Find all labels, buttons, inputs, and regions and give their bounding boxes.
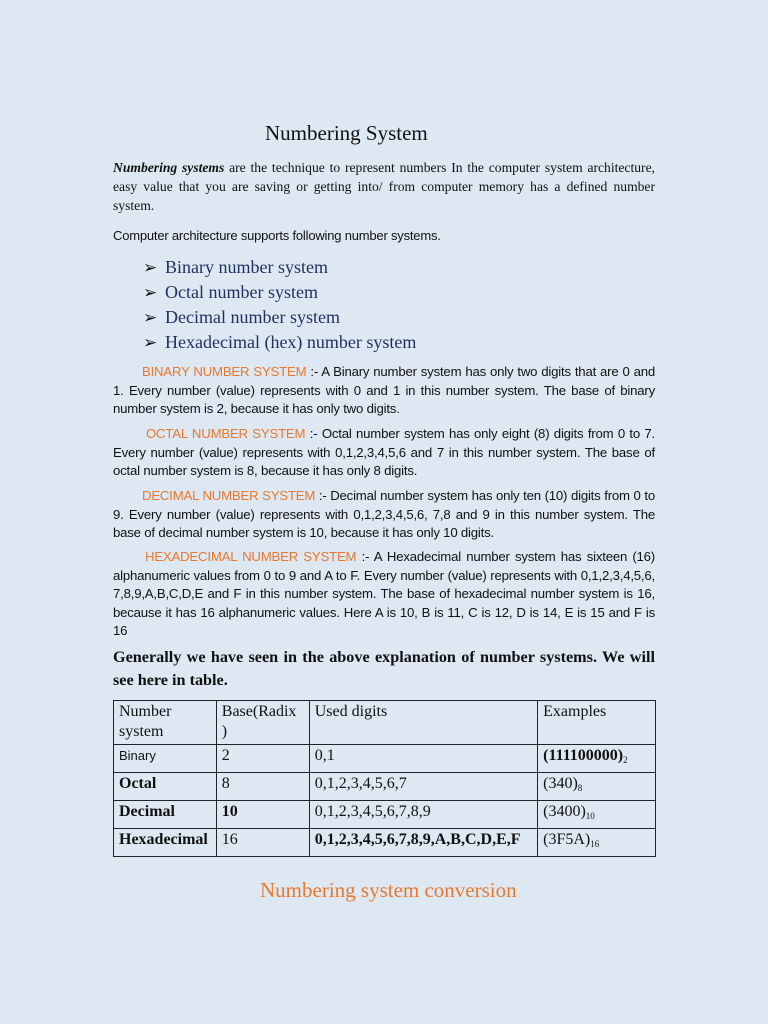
arrow-bullet-icon: ➢ bbox=[143, 308, 158, 327]
arrow-bullet-icon: ➢ bbox=[143, 258, 158, 277]
list-item-label: Hexadecimal (hex) number system bbox=[165, 332, 417, 352]
list-item bbox=[143, 330, 416, 355]
decimal-text: :- Decimal number system has only ten (10) digits from 0 to 9. Every number (value) represents with 0,1,2,3,4,5,6, 7,8 and 9 in this number system. The base of decimal number system is 10, because it has only 10 digits. bbox=[113, 488, 655, 540]
cell-base: 10 bbox=[216, 801, 309, 829]
header-used-digits: Used digits bbox=[309, 701, 537, 745]
example-subscript: 16 bbox=[590, 839, 600, 849]
cell-example bbox=[538, 801, 656, 829]
example-subscript: 2 bbox=[623, 755, 628, 765]
hexadecimal-definition bbox=[113, 548, 655, 641]
arrow-bullet-icon: ➢ bbox=[143, 283, 158, 302]
octal-heading: OCTAL NUMBER SYSTEM bbox=[146, 426, 306, 441]
cell-digits: 0,1,2,3,4,5,6,7,8,9,A,B,C,D,E,F bbox=[309, 829, 537, 857]
list-item bbox=[143, 255, 416, 280]
support-text: Computer architecture supports following number systems. bbox=[113, 228, 441, 243]
arrow-bullet-icon: ➢ bbox=[143, 333, 158, 352]
table-row bbox=[114, 773, 656, 801]
cell-digits: 0,1,2,3,4,5,6,7,8,9 bbox=[309, 801, 537, 829]
table-row bbox=[114, 801, 656, 829]
list-item bbox=[143, 280, 416, 305]
cell-base: 2 bbox=[216, 745, 309, 773]
header-base: Base(Radix ) bbox=[216, 701, 309, 745]
binary-heading: BINARY NUMBER SYSTEM bbox=[142, 364, 307, 379]
example-value: (340) bbox=[543, 775, 578, 792]
cell-system: Binary bbox=[114, 745, 217, 773]
header-number-system: Number system bbox=[114, 701, 217, 745]
cell-digits: 0,1 bbox=[309, 745, 537, 773]
octal-text: :- Octal number system has only eight (8) digits from 0 to 7. Every number (value) represents with 0,1,2,3,4,5,6 and 7 in this number system. The base of octal number system is 8, because it has only 8 digits. bbox=[113, 426, 655, 478]
page-title: Numbering System bbox=[265, 121, 428, 145]
hexadecimal-heading: HEXADECIMAL NUMBER SYSTEM bbox=[145, 549, 357, 564]
conversion-heading: Numbering system conversion bbox=[260, 878, 517, 902]
decimal-definition bbox=[113, 487, 655, 543]
table-row bbox=[114, 745, 656, 773]
cell-example bbox=[538, 745, 656, 773]
number-system-list bbox=[143, 255, 416, 355]
list-item-label: Binary number system bbox=[165, 257, 328, 277]
table-row bbox=[114, 829, 656, 857]
list-item-label: Octal number system bbox=[165, 282, 318, 302]
cell-digits: 0,1,2,3,4,5,6,7 bbox=[309, 773, 537, 801]
header-examples: Examples bbox=[538, 701, 656, 745]
example-value: (3F5A) bbox=[543, 831, 591, 848]
intro-paragraph bbox=[113, 158, 655, 215]
cell-base: 16 bbox=[216, 829, 309, 857]
general-statement: Generally we have seen in the above explanation of number systems. We will see here in table. bbox=[113, 648, 655, 689]
number-systems-table bbox=[113, 700, 656, 857]
example-value: (3400) bbox=[543, 803, 586, 820]
table-header-row bbox=[114, 701, 656, 745]
list-item-label: Decimal number system bbox=[165, 307, 340, 327]
cell-base: 8 bbox=[216, 773, 309, 801]
cell-system: Octal bbox=[114, 773, 217, 801]
hexadecimal-text: :- A Hexadecimal number system has sixteen (16) alphanumeric values from 0 to 9 and A to F. Every number (value) represents with 0,1,2,3,4,5,6, 7,8,9,A,B,C,D,E and F in this number system. The base of hexadecimal number system is 16, because it has 16 alphanumeric values. Here A is 10, B is 11, C is 12, D is 14, E is 15 and F is 16 bbox=[113, 549, 656, 638]
example-value: (111100000) bbox=[543, 747, 624, 764]
intro-text: are the technique to represent numbers In the computer system architecture, easy value that you are saving or getting into/ from computer memory has a defined number system. bbox=[113, 160, 655, 213]
cell-system: Decimal bbox=[114, 801, 217, 829]
octal-definition bbox=[113, 425, 655, 481]
example-subscript: 8 bbox=[577, 783, 583, 793]
intro-term: Numbering systems bbox=[113, 160, 225, 175]
cell-example bbox=[538, 829, 656, 857]
example-subscript: 10 bbox=[585, 811, 595, 821]
list-item bbox=[143, 305, 416, 330]
cell-example bbox=[538, 773, 656, 801]
cell-system: Hexadecimal bbox=[114, 829, 217, 857]
decimal-heading: DECIMAL NUMBER SYSTEM bbox=[142, 488, 316, 503]
binary-text: :- A Binary number system has only two digits that are 0 and 1. Every number (value) represents with 0 and 1 in this number system. The base of binary number system is 2, because it has only two digits. bbox=[113, 364, 655, 416]
binary-definition bbox=[113, 363, 655, 419]
